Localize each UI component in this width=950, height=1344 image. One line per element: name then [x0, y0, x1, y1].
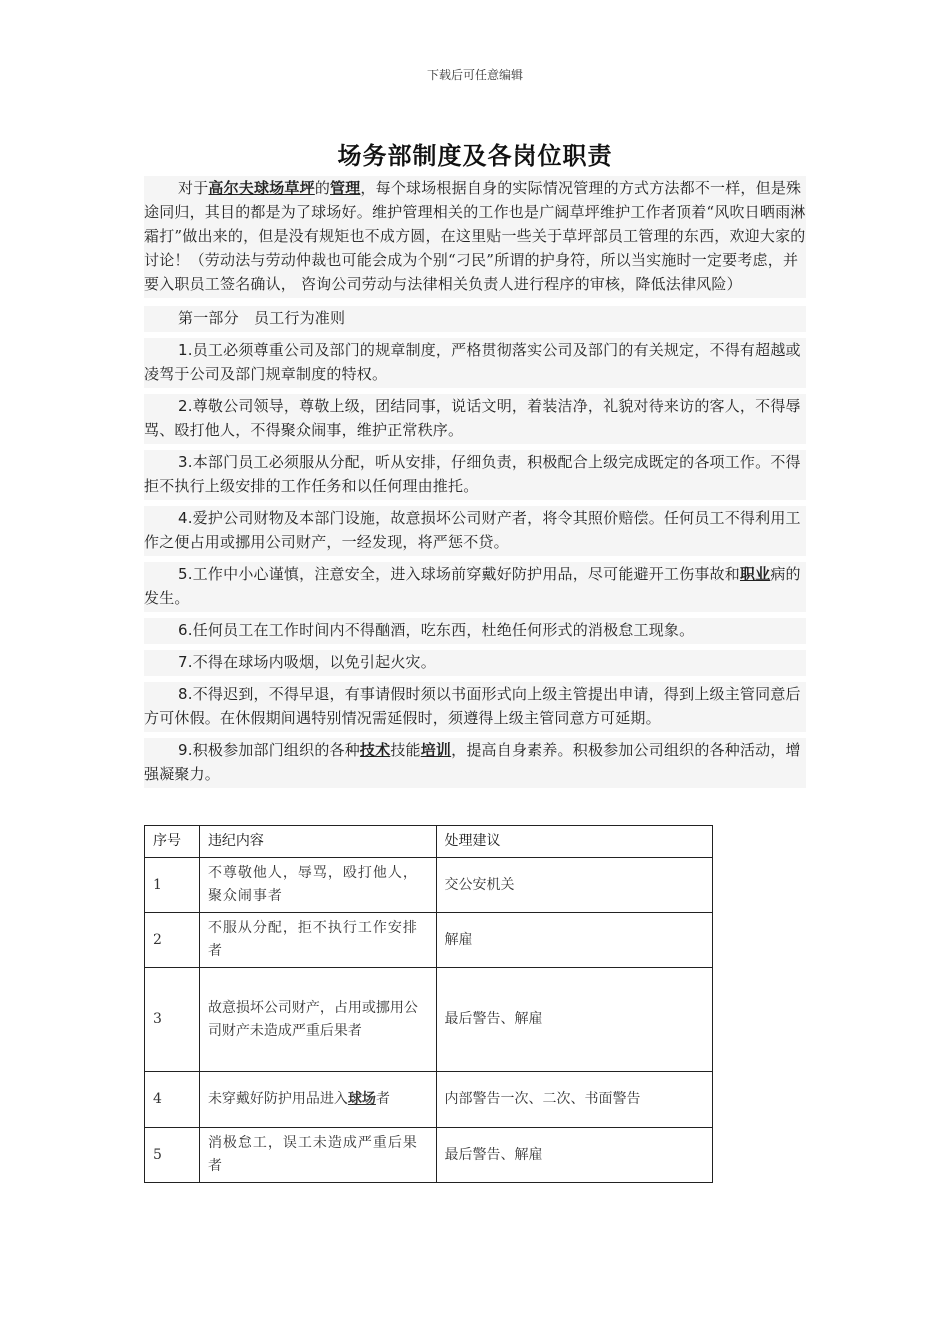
- header-number: 序号: [145, 826, 200, 858]
- rule-number: 4.: [178, 509, 193, 527]
- rule-number: 7.: [178, 653, 193, 671]
- cell-action: 内部警告一次、二次、书面警告: [436, 1072, 713, 1128]
- cell-text: 未穿戴好防护用品进入: [207, 1091, 348, 1107]
- rule-text: 爱护公司财物及本部门设施，故意损坏公司财产者，将令其照价赔偿。任何员工不得利用工作之便占用或挪用公司财产，一经发现，将严惩不贷。: [144, 509, 801, 551]
- table-header-row: [145, 826, 713, 858]
- rule-number: 3.: [178, 453, 193, 471]
- intro-text: ，每个球场根据自身的实际情况管理的方式方法都不一样，但是殊途同归，其目的都是为了球场好。维护管理相关的工作也是广阔草坪维护工作者顶着“风吹日晒雨淋霜打”做出来的，但是没有规矩也不成方圆，在这里贴一些关于草坪部员工管理的东西，欢迎大家的讨论！（劳动法与劳动仲裁也可能会成为个别“刁民”所谓的护身符，所以当实施时一定要考虑，并要入职员工签名确认， 咨询公司劳动与法律相关负责人进行程序的审核，降低法律风险）: [144, 179, 806, 293]
- cell-action: 最后警告、解雇: [436, 968, 713, 1072]
- header-action: 处理建议: [436, 826, 713, 858]
- rule-text: 不得迟到，不得早退，有事请假时须以书面形式向上级主管提出申请，得到上级主管同意后方可休假。在休假期间遇特别情况需延假时，须遵得上级主管同意方可延期。: [144, 685, 801, 727]
- intro-paragraph: [144, 176, 806, 298]
- violation-table: [144, 825, 713, 1183]
- table-row: [145, 1128, 713, 1183]
- link-golf-course[interactable]: 球场: [347, 1091, 376, 1107]
- rule-number: 6.: [178, 621, 193, 639]
- link-technology[interactable]: 技术: [359, 741, 391, 759]
- cell-number: 2: [145, 913, 200, 968]
- rule-text: 员工必须尊重公司及部门的规章制度，严格贯彻落实公司及部门的有关规定，不得有超越或凌驾于公司及部门规章制度的特权。: [144, 341, 801, 383]
- rule-text: 积极参加部门组织的各种: [192, 741, 360, 759]
- rule-number: 8.: [178, 685, 193, 703]
- rule-7: [144, 650, 806, 676]
- link-occupation[interactable]: 职业: [739, 565, 771, 583]
- rule-number: 9.: [178, 741, 193, 759]
- table-row: [145, 1072, 713, 1128]
- table-row: [145, 858, 713, 913]
- rule-number: 5.: [178, 565, 193, 583]
- cell-action: 交公安机关: [436, 858, 713, 913]
- table-row: [145, 968, 713, 1072]
- cell-violation: 不服从分配，拒不执行工作安排者: [199, 913, 436, 968]
- rule-3: [144, 450, 806, 500]
- rule-text: ，提高自身素养。积极参加公司组织的各种活动，增强凝聚力。: [144, 741, 801, 783]
- rule-number: 2.: [178, 397, 193, 415]
- document-title: 场务部制度及各岗位职责: [337, 141, 613, 170]
- rule-text: 尊敬公司领导，尊敬上级，团结同事，说话文明，着装洁净，礼貌对待来访的客人，不得辱骂、殴打他人，不得聚众闹事，维护正常秩序。: [144, 397, 801, 439]
- rule-8: [144, 682, 806, 732]
- rule-text: 不得在球场内吸烟，以免引起火灾。: [192, 653, 436, 671]
- document-body: [144, 176, 806, 794]
- cell-violation: 消极怠工，误工未造成严重后果者: [199, 1128, 436, 1183]
- rule-text: 任何员工在工作时间内不得酗酒，吃东西，杜绝任何形式的消极怠工现象。: [192, 621, 695, 639]
- cell-violation: 不尊敬他人，辱骂，殴打他人，聚众闹事者: [199, 858, 436, 913]
- intro-text: 的: [314, 179, 331, 197]
- link-training[interactable]: 培训: [420, 741, 452, 759]
- rule-9: [144, 738, 806, 788]
- cell-number: 5: [145, 1128, 200, 1183]
- section-title: 第一部分 员工行为准则: [144, 306, 806, 332]
- rule-text: 工作中小心谨慎，注意安全，进入球场前穿戴好防护用品，尽可能避开工伤事故和: [192, 565, 740, 583]
- cell-text: 者: [375, 1091, 390, 1107]
- cell-violation: 故意损坏公司财产，占用或挪用公司财产未造成严重后果者: [199, 968, 436, 1072]
- header-note: 下载后可任意编辑: [426, 68, 523, 82]
- header-violation: 违纪内容: [199, 826, 436, 858]
- link-management[interactable]: 管理: [330, 179, 361, 197]
- cell-number: 1: [145, 858, 200, 913]
- rule-2: [144, 394, 806, 444]
- cell-violation: [199, 1072, 436, 1128]
- rule-5: [144, 562, 806, 612]
- cell-action: 解雇: [436, 913, 713, 968]
- rule-text: 病的发生。: [144, 565, 801, 607]
- rule-4: [144, 506, 806, 556]
- cell-number: 4: [145, 1072, 200, 1128]
- rule-6: [144, 618, 806, 644]
- cell-action: 最后警告、解雇: [436, 1128, 713, 1183]
- rule-number: 1.: [178, 341, 193, 359]
- intro-text: 对于: [178, 179, 209, 197]
- rule-text: 本部门员工必须服从分配，听从安排，仔细负责，积极配合上级完成既定的各项工作。不得拒不执行上级安排的工作任务和以任何理由推托。: [144, 453, 801, 495]
- table-row: [145, 913, 713, 968]
- rule-1: [144, 338, 806, 388]
- link-golf-turf[interactable]: 高尔夫球场草坪: [208, 179, 315, 197]
- rule-text: 技能: [390, 741, 421, 759]
- cell-number: 3: [145, 968, 200, 1072]
